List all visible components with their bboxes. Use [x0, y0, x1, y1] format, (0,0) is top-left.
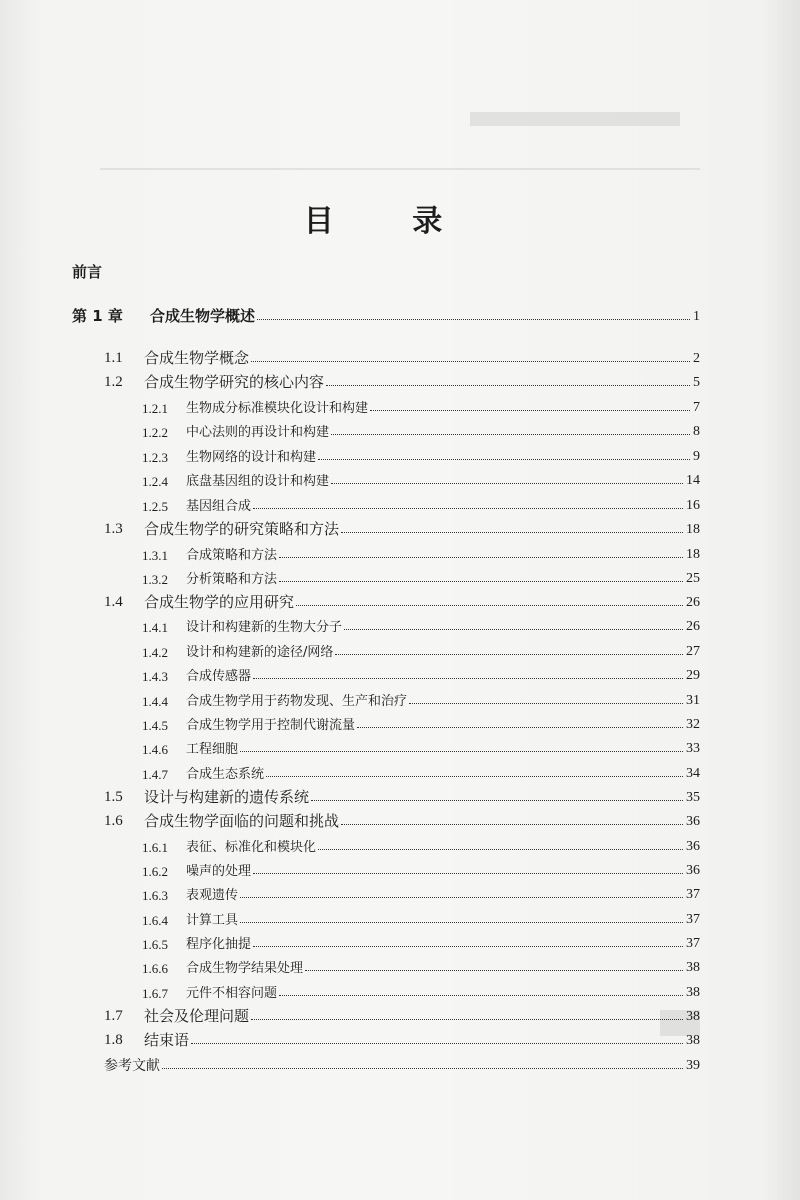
toc-entry-page: 36 — [686, 863, 700, 878]
toc-entry — [72, 256, 700, 280]
toc-entry — [104, 586, 700, 610]
toc-entry-number: 1.4.6 — [142, 742, 168, 757]
toc-entry-title: 设计和构建新的生物大分子 — [186, 620, 343, 635]
toc-entry-number: 1.2.4 — [142, 474, 168, 489]
toc-entry — [104, 781, 700, 805]
dot-leader — [335, 654, 683, 655]
toc-entry-number: 1.6.1 — [142, 840, 168, 855]
toc-entry-number: 1.5 — [104, 789, 123, 805]
toc-entry — [104, 805, 700, 829]
toc-entry-title: 分析策略和方法 — [186, 572, 278, 587]
bleed-through-band — [470, 112, 680, 126]
toc-entry — [104, 1024, 700, 1048]
toc-entry — [142, 684, 700, 708]
toc-entry-number: 1.2.5 — [142, 499, 168, 514]
dot-leader — [251, 1019, 683, 1020]
toc-entry-title: 生物成分标准模块化设计和构建 — [186, 401, 369, 416]
toc-entry-page: 38 — [686, 960, 700, 975]
toc-entry-number: 1.4 — [104, 594, 123, 610]
toc-entry — [104, 342, 700, 366]
dot-leader — [162, 1068, 683, 1069]
toc-entry-number: 第 1 章 — [72, 307, 123, 325]
toc-entry-number: 1.2.3 — [142, 450, 168, 465]
dot-leader — [409, 703, 683, 704]
toc-entry-title: 设计和构建新的途径/网络 — [186, 645, 334, 660]
toc-entry-page: 7 — [693, 400, 700, 415]
toc-entry-page: 38 — [686, 1033, 700, 1048]
toc-entry-page: 33 — [686, 741, 700, 756]
toc-entry — [104, 366, 700, 390]
toc-entry-title: 表征、标准化和模块化 — [186, 840, 317, 855]
toc-entry — [142, 757, 700, 781]
toc-entry — [142, 464, 700, 488]
toc-entry-page: 18 — [686, 547, 700, 562]
dot-leader — [318, 849, 683, 850]
dot-leader — [266, 776, 683, 777]
toc-entry-title: 合成生物学结果处理 — [186, 961, 304, 976]
toc-entry — [142, 415, 700, 439]
toc-entry-page: 18 — [686, 522, 700, 537]
toc-entry-number: 1.6.6 — [142, 961, 168, 976]
toc-entry — [104, 513, 700, 537]
toc-entry-number: 1.4.7 — [142, 767, 168, 782]
toc-entry-number: 1.7 — [104, 1008, 123, 1024]
toc-entry — [142, 489, 700, 513]
toc-entry — [142, 976, 700, 1000]
toc-entry-title: 中心法则的再设计和构建 — [186, 425, 330, 440]
dot-leader — [341, 532, 683, 533]
dot-leader — [240, 751, 683, 752]
toc-heading: 目 录 — [303, 204, 477, 239]
dot-leader — [326, 385, 690, 386]
toc-entry-page: 1 — [693, 309, 700, 324]
toc-entry-number: 1.2 — [104, 374, 123, 390]
toc-entry-title: 设计与构建新的遗传系统 — [144, 788, 310, 806]
toc-entry-number: 1.8 — [104, 1032, 123, 1048]
dot-leader — [279, 581, 683, 582]
toc-entry-page: 38 — [686, 1009, 700, 1024]
dot-leader — [279, 557, 683, 558]
dot-leader — [240, 922, 683, 923]
toc-entry-page: 2 — [693, 351, 700, 366]
toc-entry-title: 合成生物学的应用研究 — [144, 593, 295, 611]
toc-entry-title: 合成生物学研究的核心内容 — [144, 373, 325, 391]
toc-entry — [142, 854, 700, 878]
toc-entry-title: 前言 — [72, 263, 103, 281]
toc-entry-title: 计算工具 — [186, 913, 239, 928]
dot-leader — [311, 800, 683, 801]
toc-entry-title: 合成生物学概念 — [144, 349, 250, 367]
toc-entry-title: 生物网络的设计和构建 — [186, 450, 317, 465]
dot-leader — [331, 434, 690, 435]
dot-leader — [253, 946, 683, 947]
toc-entry — [104, 1000, 700, 1024]
toc-entry-title: 合成生态系统 — [186, 767, 265, 782]
toc-entry — [142, 878, 700, 902]
toc-entry-number: 1.2.1 — [142, 401, 168, 416]
toc-entry — [142, 732, 700, 756]
toc-entry-title: 参考文献 — [104, 1058, 160, 1074]
toc-entry-number: 1.4.2 — [142, 645, 168, 660]
toc-entry-page: 39 — [686, 1058, 700, 1073]
toc-entry-title: 合成传感器 — [186, 669, 252, 684]
toc-entry-title: 合成生物学面临的问题和挑战 — [144, 812, 340, 830]
dot-leader — [331, 483, 683, 484]
toc-entry-number: 1.6.5 — [142, 937, 168, 952]
dot-leader — [344, 629, 683, 630]
toc-entry-page: 32 — [686, 717, 700, 732]
toc-entry — [142, 951, 700, 975]
toc-entry-title: 程序化抽提 — [186, 937, 252, 952]
toc-entry-title: 元件不相容问题 — [186, 986, 278, 1001]
toc-entry — [142, 708, 700, 732]
toc-entry — [142, 562, 700, 586]
dot-leader — [253, 678, 683, 679]
dot-leader — [253, 508, 683, 509]
toc-entry — [142, 927, 700, 951]
toc-entry-number: 1.3.2 — [142, 572, 168, 587]
toc-entry-page: 8 — [693, 424, 700, 439]
toc-entry-title: 合成生物学用于控制代谢流量 — [186, 718, 356, 733]
toc-entry-page: 25 — [686, 571, 700, 586]
toc-entry — [142, 659, 700, 683]
toc-entry-title: 合成生物学用于药物发现、生产和治疗 — [186, 694, 408, 709]
toc-entry-title: 底盘基因组的设计和构建 — [186, 474, 330, 489]
toc-entry-title: 社会及伦理问题 — [144, 1007, 250, 1025]
toc-entry-page: 27 — [686, 644, 700, 659]
dot-leader — [240, 897, 683, 898]
dot-leader — [357, 727, 683, 728]
dot-leader — [253, 873, 683, 874]
toc-entry-number: 1.6.2 — [142, 864, 168, 879]
toc-entry-page: 36 — [686, 814, 700, 829]
toc-entry-page: 16 — [686, 498, 700, 513]
toc-entry-page: 38 — [686, 985, 700, 1000]
toc-entry-title: 表观遗传 — [186, 888, 239, 903]
dot-leader — [318, 459, 690, 460]
toc-entry-title: 合成生物学的研究策略和方法 — [144, 520, 340, 538]
toc-entry-title: 合成策略和方法 — [186, 548, 278, 563]
dot-leader — [296, 605, 683, 606]
dot-leader — [305, 970, 683, 971]
toc-entry-title: 工程细胞 — [186, 742, 239, 757]
toc-entry — [104, 1049, 700, 1073]
toc-entry-page: 34 — [686, 766, 700, 781]
toc-entry-number: 1.3.1 — [142, 548, 168, 563]
toc-entry-number: 1.2.2 — [142, 425, 168, 440]
toc-entry-page: 9 — [693, 449, 700, 464]
toc-entry-number: 1.6.7 — [142, 986, 168, 1001]
toc-entry-number: 1.6 — [104, 813, 123, 829]
toc-entry-number: 1.4.3 — [142, 669, 168, 684]
toc-entry-page: 35 — [686, 790, 700, 805]
toc-entry-page: 31 — [686, 693, 700, 708]
toc-entry — [142, 635, 700, 659]
toc-entry-number: 1.6.3 — [142, 888, 168, 903]
toc-entry-page: 14 — [686, 473, 700, 488]
toc-entry-number: 1.6.4 — [142, 913, 168, 928]
toc-entry-number: 1.4.5 — [142, 718, 168, 733]
toc-entry-page: 26 — [686, 619, 700, 634]
toc-entry-page: 37 — [686, 912, 700, 927]
toc-entry-page: 26 — [686, 595, 700, 610]
dot-leader — [341, 824, 683, 825]
toc-entry — [142, 610, 700, 634]
toc-entry-page: 29 — [686, 668, 700, 683]
toc-entry-title: 噪声的处理 — [186, 864, 252, 879]
toc-entry-number: 1.3 — [104, 521, 123, 537]
toc-entry — [142, 903, 700, 927]
dot-leader — [251, 361, 690, 362]
toc-entry-number: 1.4.4 — [142, 694, 168, 709]
toc-entry — [142, 391, 700, 415]
dot-leader — [370, 410, 690, 411]
toc-entry-title: 基因组合成 — [186, 499, 252, 514]
dot-leader — [191, 1043, 683, 1044]
toc-entry — [142, 830, 700, 854]
toc-entry-page: 37 — [686, 936, 700, 951]
toc-entry — [142, 538, 700, 562]
toc-entry-title: 结束语 — [144, 1031, 190, 1049]
bleed-through-rule — [100, 168, 700, 170]
dot-leader — [257, 319, 690, 320]
toc-entry-page: 36 — [686, 839, 700, 854]
toc-entry-page: 37 — [686, 887, 700, 902]
toc-entry — [72, 300, 700, 324]
toc-entry-number: 1.4.1 — [142, 620, 168, 635]
dot-leader — [279, 995, 683, 996]
toc-entry-number: 1.1 — [104, 350, 123, 366]
toc-entry-page: 5 — [693, 375, 700, 390]
toc-entry — [142, 440, 700, 464]
toc-entry-title: 合成生物学概述 — [150, 307, 256, 325]
